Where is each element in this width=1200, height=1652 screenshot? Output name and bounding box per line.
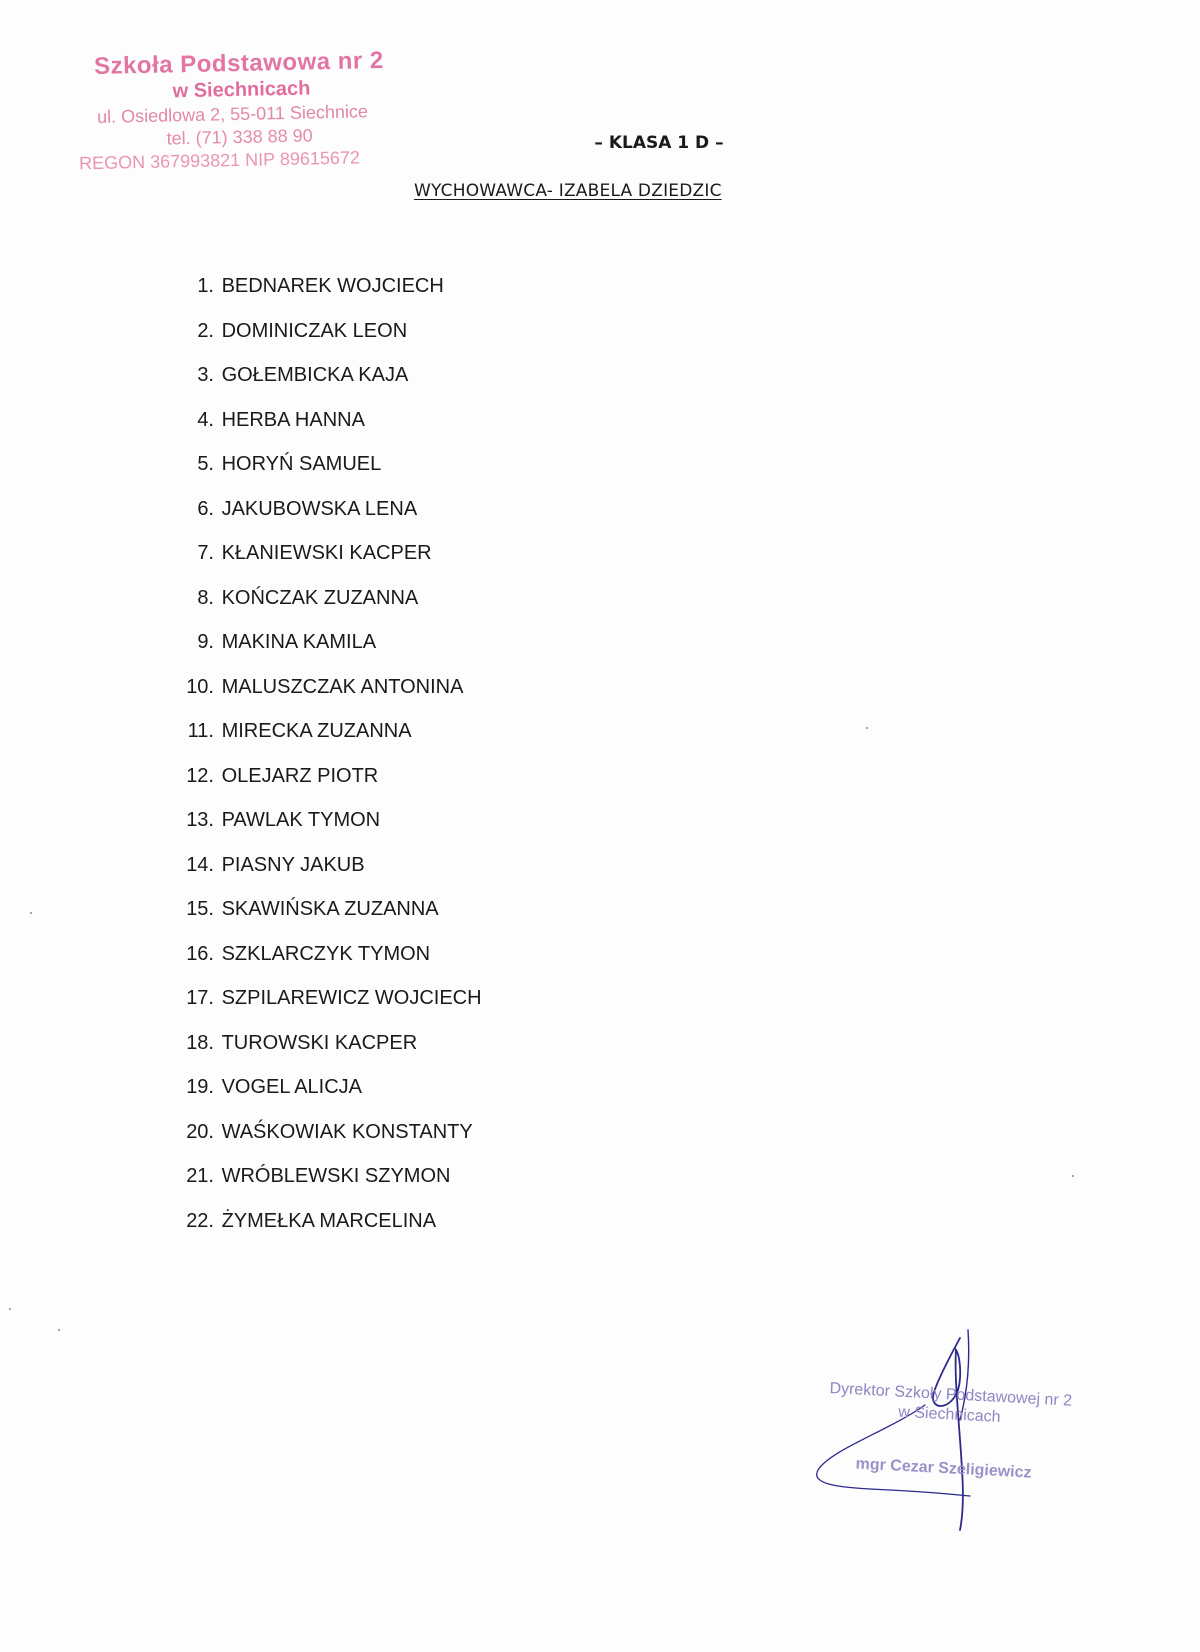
scan-speck — [9, 1308, 11, 1310]
student-name: KOŃCZAK ZUZANNA — [221, 586, 419, 609]
student-name: WAŚKOWIAK KONSTANTY — [221, 1120, 473, 1143]
teacher-heading: WYCHOWAWCA- IZABELA DZIEDZIC — [414, 181, 722, 201]
student-name: PIASNY JAKUB — [221, 853, 365, 876]
list-item-number: 21. — [186, 1165, 214, 1187]
list-item-number: 1. — [197, 275, 214, 297]
scan-speck — [1072, 1175, 1074, 1177]
list-item — [180, 805, 482, 850]
director-stamp — [825, 1380, 1129, 1488]
student-name: SZKLARCZYK TYMON — [221, 942, 431, 965]
list-item-number: 11. — [187, 720, 214, 742]
list-item-number: 19. — [186, 1076, 214, 1098]
student-name: OLEJARZ PIOTR — [221, 764, 379, 787]
student-name: SKAWIŃSKA ZUZANNA — [221, 898, 439, 920]
list-item-number: 13. — [186, 809, 214, 831]
student-name: WRÓBLEWSKI SZYMON — [221, 1165, 451, 1187]
list-item — [180, 538, 482, 583]
scan-speck — [58, 1329, 60, 1331]
list-item-number: 3. — [197, 364, 214, 386]
list-item — [180, 1206, 482, 1251]
director-city: w Siechnicach — [897, 1403, 1001, 1426]
list-item — [180, 360, 482, 405]
student-name: BEDNAREK WOJCIECH — [221, 275, 444, 297]
student-name: KŁANIEWSKI KACPER — [221, 542, 432, 564]
list-item-number: 2. — [197, 319, 214, 342]
list-item — [180, 316, 482, 361]
student-name: MIRECKA ZUZANNA — [221, 720, 412, 742]
list-item-number: 20. — [186, 1120, 214, 1143]
stamp-school-name: Szkoła Podstawowa nr 2 — [93, 46, 385, 81]
list-item — [180, 449, 482, 494]
student-name: SZPILAREWICZ WOJCIECH — [221, 987, 482, 1009]
list-item-number: 22. — [186, 1209, 214, 1232]
director-name: mgr Cezar Szeligiewicz — [855, 1455, 1032, 1482]
list-item — [180, 271, 482, 316]
list-item-number: 14. — [186, 853, 214, 876]
student-name: MAKINA KAMILA — [221, 631, 377, 653]
list-item-number: 10. — [186, 675, 214, 698]
list-item — [180, 672, 482, 717]
list-item — [180, 1161, 482, 1206]
list-item — [180, 1117, 482, 1162]
student-name: HERBA HANNA — [221, 408, 365, 431]
list-item — [180, 405, 482, 450]
list-item — [180, 1028, 482, 1073]
list-item-number: 18. — [186, 1031, 214, 1054]
student-name: HORYŃ SAMUEL — [221, 453, 382, 475]
student-name: JAKUBOWSKA LENA — [221, 497, 418, 520]
list-item — [180, 1072, 482, 1117]
stamp-phone: tel. (71) 338 88 90 — [166, 125, 313, 149]
list-item-number: 16. — [186, 942, 214, 965]
student-list — [180, 271, 482, 1250]
list-item — [180, 850, 482, 895]
list-item-number: 7. — [197, 542, 214, 564]
scan-speck — [866, 727, 868, 729]
list-item — [180, 761, 482, 806]
student-name: ŻYMEŁKA MARCELINA — [221, 1209, 437, 1232]
list-item — [180, 894, 482, 939]
list-item — [180, 494, 482, 539]
list-item-number: 9. — [197, 631, 214, 653]
stamp-ids: REGON 367993821 NIP 89615672 — [78, 147, 361, 174]
list-item-number: 6. — [197, 497, 214, 520]
student-name: DOMINICZAK LEON — [221, 319, 408, 342]
director-title: Dyrektor Szkoły Podstawowej nr 2 — [829, 1380, 1073, 1410]
list-item — [180, 939, 482, 984]
list-item-number: 5. — [197, 453, 214, 475]
list-item — [180, 583, 482, 628]
list-item-number: 8. — [197, 586, 214, 609]
student-name: MALUSZCZAK ANTONINA — [221, 675, 464, 698]
list-item — [180, 716, 482, 761]
school-stamp — [77, 47, 399, 175]
student-name: PAWLAK TYMON — [221, 809, 381, 831]
list-item-number: 17. — [186, 987, 214, 1009]
list-item — [180, 627, 482, 672]
list-item-number: 12. — [186, 764, 214, 787]
scan-speck — [30, 912, 32, 914]
student-name: VOGEL ALICJA — [221, 1076, 362, 1098]
student-name: TUROWSKI KACPER — [221, 1031, 418, 1054]
stamp-address: ul. Osiedlowa 2, 55-011 Siechnice — [96, 101, 369, 127]
list-item — [180, 983, 482, 1028]
list-item-number: 15. — [186, 898, 214, 920]
stamp-city: w Siechnicach — [172, 77, 311, 103]
list-item-number: 4. — [197, 408, 214, 431]
student-name: GOŁEMBICKA KAJA — [221, 364, 409, 386]
class-title: – KLASA 1 D – — [594, 133, 724, 153]
